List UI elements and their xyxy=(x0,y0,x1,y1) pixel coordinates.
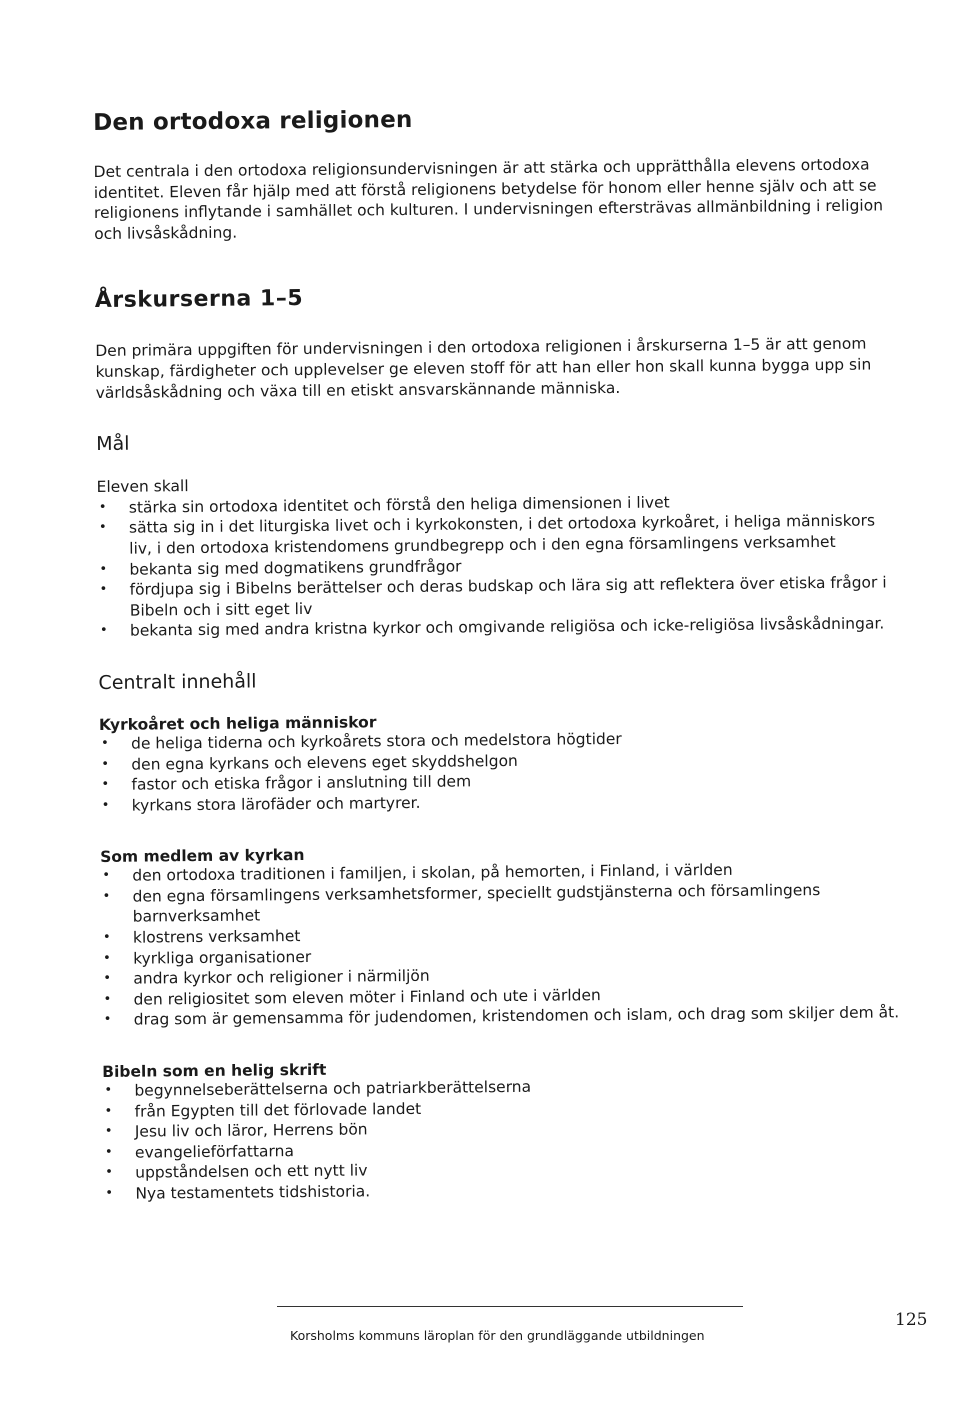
list-item: • från Egypten till det förlovade landet xyxy=(103,1094,903,1122)
content-group-title: Bibeln som en helig skrift xyxy=(102,1060,327,1081)
content-group-title: Som medlem av kyrkan xyxy=(100,846,305,867)
footer-divider xyxy=(277,1306,743,1307)
list-item: • uppståndelsen och ett nytt liv xyxy=(103,1156,903,1184)
list-item: • den religiositet som eleven möter i Finland och ute i världen xyxy=(101,982,901,1010)
list-item: • stärka sin ortodoxa identitet och förstå den heliga dimensionen i livet xyxy=(97,490,897,518)
footer-text: Korsholms kommuns läroplan för den grundläggande utbildningen xyxy=(290,1328,705,1343)
content-group-list xyxy=(100,859,902,1031)
list-item: • fördjupa sig i Bibelns berättelser och deras budskap och lära sig att reflektera över etiska frågor i Bibeln och i sitt eget liv xyxy=(98,572,898,621)
intro-paragraph: Det centrala i den ortodoxa religionsundervisningen är att stärka och upprätthålla elevens ortodoxa identitet. Eleven får hjälp med att förstå religionens betydelse för honom eller henne själv och att se religionens inflytande i samhället och kulturen. I undervisningen eftersträvas allmänbildning i religion och livsåskådning. xyxy=(93,155,884,243)
content-group-list xyxy=(99,726,900,816)
list-item: • fastor och etiska frågor i anslutning till dem xyxy=(99,767,899,795)
list-item: • Jesu liv och läror, Herrens bön xyxy=(103,1114,903,1142)
list-item: • den egna kyrkans och elevens eget skyddshelgon xyxy=(99,747,899,775)
list-item: • andra kyrkor och religioner i närmiljön xyxy=(101,962,901,990)
list-item: • de heliga tiderna och kyrkoårets stora och medelstora högtider xyxy=(99,726,899,754)
list-item: • den ortodoxa traditionen i familjen, i skolan, på hemorten, i Finland, i världen xyxy=(100,859,900,887)
goals-list xyxy=(97,490,898,642)
content-heading: Centralt innehåll xyxy=(98,670,257,694)
list-item: • bekanta sig med dogmatikens grundfrågor xyxy=(97,552,897,580)
list-item: • klostrens verksamhet xyxy=(101,920,901,948)
goals-heading: Mål xyxy=(96,432,130,456)
list-item: • Nya testamentets tidshistoria. xyxy=(103,1176,903,1204)
list-item: • sätta sig in i det liturgiska livet och i kyrkokonsten, i det ortodoxa kyrkoåret, i heliga människors liv, i den ortodoxa kristendomens grundbegrepp och i den egna församlingens verksamhet xyxy=(97,511,897,560)
list-item: • drag som är gemensamma för judendomen, kristendomen och islam, och drag som skiljer dem åt. xyxy=(102,1003,902,1031)
section-heading: Årskurserna 1–5 xyxy=(94,286,304,314)
page-number: 125 xyxy=(895,1310,928,1330)
page-title: Den ortodoxa religionen xyxy=(93,106,413,136)
document-page xyxy=(93,102,903,1204)
list-item: • kyrkliga organisationer xyxy=(101,941,901,969)
content-group-title: Kyrkoåret och heliga människor xyxy=(98,713,377,734)
list-item: • den egna församlingens verksamhetsformer, speciellt gudstjänsterna och församlingens barnverksamhet xyxy=(100,879,900,928)
list-item: • begynnelseberättelserna och patriarkberättelserna xyxy=(102,1073,902,1101)
content-group-list xyxy=(102,1073,903,1204)
goals-lead: Eleven skall xyxy=(96,477,189,497)
list-item: • kyrkans stora lärofäder och martyrer. xyxy=(100,788,900,816)
list-item: • bekanta sig med andra kristna kyrkor och omgivande religiösa och icke-religiösa livsåskådningar. xyxy=(98,614,898,642)
section-paragraph: Den primära uppgiften för undervisningen i den ortodoxa religionen i årskurserna 1–5 är att genom kunskap, färdigheter och upplevelser ge eleven stoff för att han eller hon skall kunna bygga upp sin världsåskådning och växa till en etiskt ansvarskännande människa. xyxy=(95,334,872,402)
list-item: • evangelieförfattarna xyxy=(103,1135,903,1163)
